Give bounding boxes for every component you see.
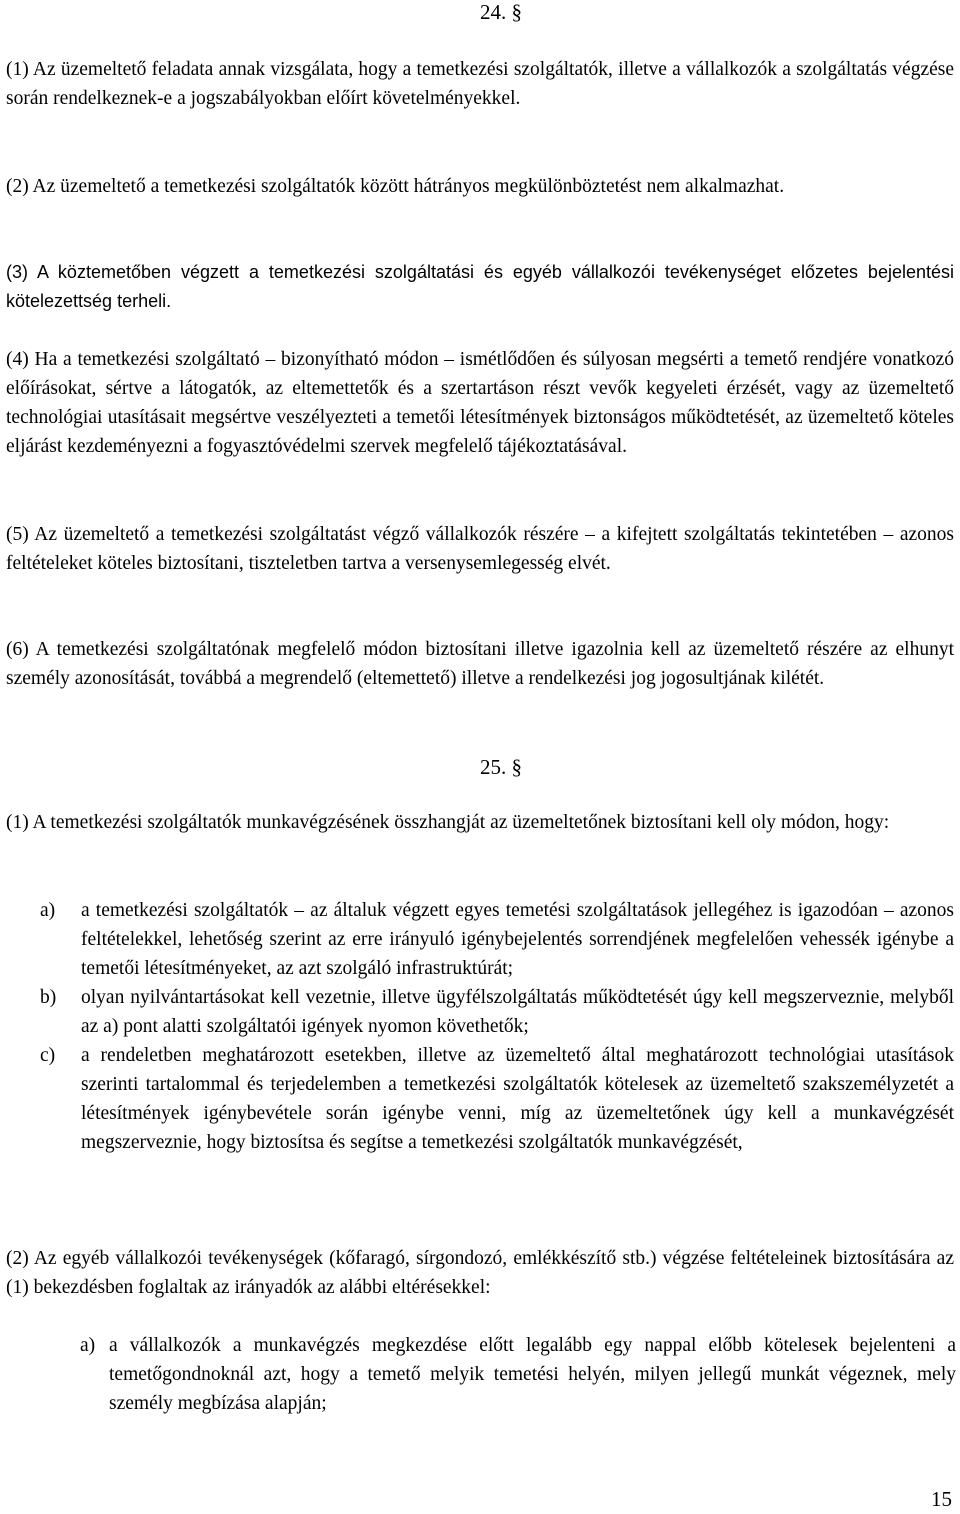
list-item-text: a temetkezési szolgáltatók – az általuk végzett egyes temetési szolgáltatások jellegéhez is igazodóan – azonos feltételekkel, lehetőség szerint az erre irányuló igénybejelentés sorrendjének megfelelően vehessék igénybe a temetői létesítményeket, az azt szolgáló infrastruktúrát;	[81, 900, 954, 979]
list-item-marker: a)	[80, 1335, 96, 1356]
section-24-paragraph-3: (3) A köztemetőben végzett a temetkezési szolgáltatási és egyéb vállalkozói tevékenységet előzetes bejelentési kötelezettség terheli.	[6, 262, 954, 311]
page-number: 15	[931, 1487, 952, 1511]
list-item-text: olyan nyilvántartásokat kell vezetnie, illetve ügyfélszolgáltatás működtetését úgy kell megszerveznie, melyből az a) pont alatti szolgáltatói igények nyomon követhetők;	[81, 987, 954, 1037]
section-25-paragraph-2: (2) Az egyéb vállalkozói tevékenységek (kőfaragó, sírgondozó, emlékkészítő stb.) végzése feltételeinek biztosítására az (1) bekezdésben foglaltak az irányadók az alábbi eltérésekkel:	[6, 1248, 954, 1298]
list-item	[40, 1041, 954, 1157]
list-item	[40, 896, 954, 983]
list-item-marker: c)	[40, 1045, 56, 1066]
list-item	[40, 983, 954, 1041]
section-25-heading: 25. §	[480, 755, 522, 779]
list-item-text: a vállalkozók a munkavégzés megkezdése előtt legalább egy nappal előbb kötelesek bejelenteni a temetőgondnoknál azt, hogy a temető melyik temetési helyén, milyen jellegű munkát végeznek, mely személy megbízása alapján;	[109, 1335, 956, 1414]
section-24-heading: 24. §	[480, 0, 522, 24]
list-item-text: a rendeletben meghatározott esetekben, illetve az üzemeltető által meghatározott technológiai utasítások szerinti tartalommal és terjedelemben a temetkezési szolgáltatók kötelesek az üzemeltető szakszemélyzetét a létesítmények igénybevétele során igénybe venni, míg az üzemeltetőnek úgy kell a munkavégzését megszerveznie, hogy biztosítsa és segítse a temetkezési szolgáltatók munkavégzését,	[81, 1045, 954, 1153]
section-25-list-2	[80, 1331, 956, 1418]
section-24-paragraph-2: (2) Az üzemeltető a temetkezési szolgáltatók között hátrányos megkülönböztetést nem alkalmazhat.	[6, 176, 785, 197]
section-25-list-1	[40, 896, 954, 1157]
list-item-marker: a)	[40, 900, 56, 921]
list-item	[80, 1331, 956, 1418]
list-item-marker: b)	[40, 987, 57, 1008]
section-24-paragraph-1: (1) Az üzemeltető feladata annak vizsgálata, hogy a temetkezési szolgáltatók, illetve a vállalkozók a szolgáltatás végzése során rendelkeznek-e a jogszabályokban előírt követelményekkel.	[6, 59, 954, 109]
section-25-paragraph-1: (1) A temetkezési szolgáltatók munkavégzésének összhangját az üzemeltetőnek biztosítani kell oly módon, hogy:	[6, 812, 890, 833]
section-24-paragraph-6: (6) A temetkezési szolgáltatónak megfelelő módon biztosítani illetve igazolnia kell az üzemeltető részére az elhunyt személy azonosítását, továbbá a megrendelő (eltemettető) illetve a rendelkezési jog jogosultjának kilétét.	[6, 639, 954, 689]
section-24-paragraph-5: (5) Az üzemeltető a temetkezési szolgáltatást végző vállalkozók részére – a kifejtett szolgáltatás tekintetében – azonos feltételeket köteles biztosítani, tiszteletben tartva a versenysemlegesség elvét.	[6, 524, 954, 574]
section-24-paragraph-4: (4) Ha a temetkezési szolgáltató – bizonyítható módon – ismétlődően és súlyosan megsérti a temető rendjére vonatkozó előírásokat, sértve a látogatók, az eltemettetők és a szertartáson részt vevők kegyeleti érzését, vagy az üzemeltető technológiai utasításait megsértve veszélyezteti a temetői létesítmények biztonságos működtetését, az üzemeltető köteles eljárást kezdeményezni a fogyasztóvédelmi szervek megfelelő tájékoztatásával.	[6, 349, 954, 457]
